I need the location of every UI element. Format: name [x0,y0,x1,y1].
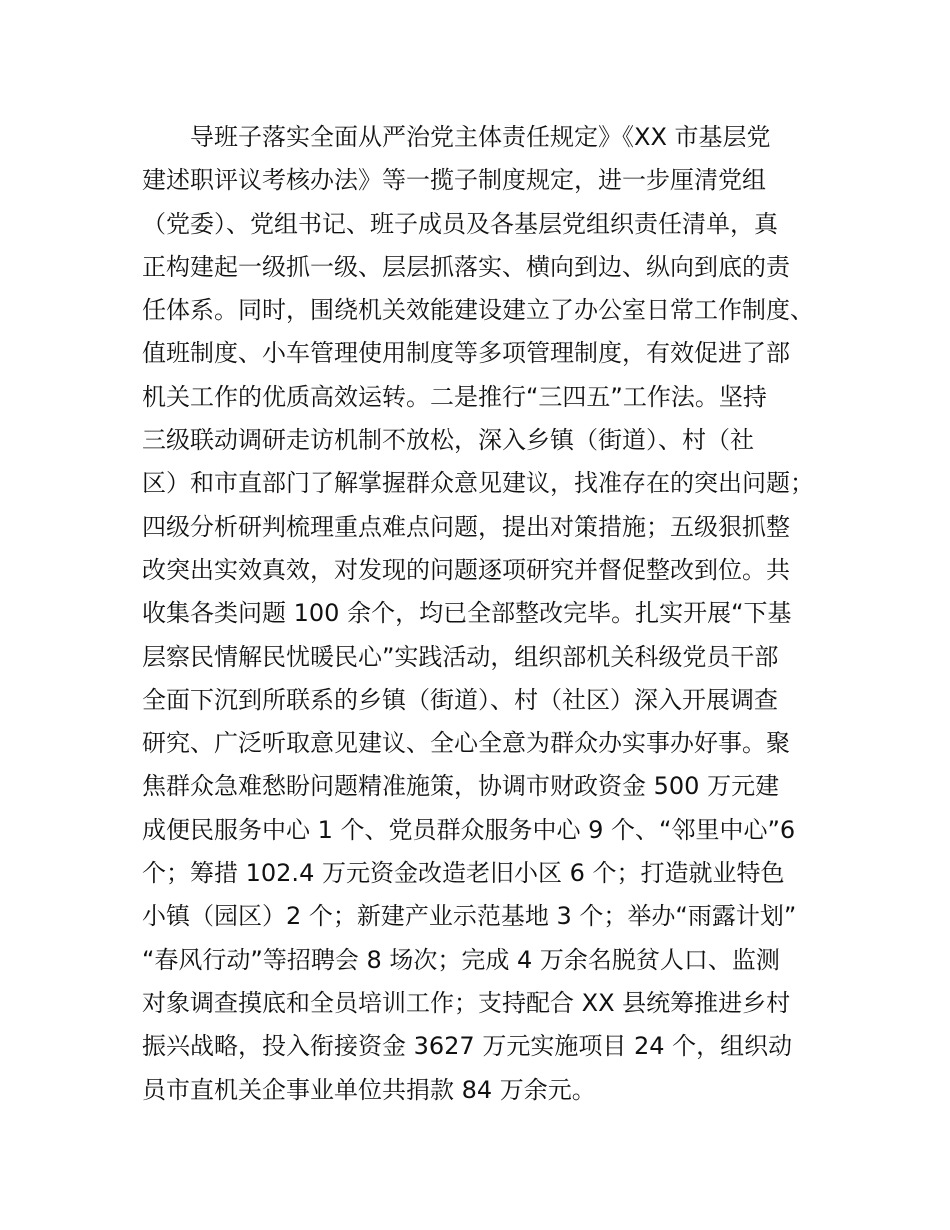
paragraph-line: 任体系。同时，围绕机关效能建设建立了办公室日常工作制度、 [142,296,814,325]
paragraph-line: 员市直机关企事业单位共捐款 84 万余元。 [142,1075,596,1104]
paragraph-line: 层察民情解民忧暖民心”实践活动，组织部机关科级党员干部 [142,642,779,671]
paragraph-line: 焦群众急难愁盼问题精准施策，协调市财政资金 500 万元建 [142,772,780,801]
paragraph-line: （党委）、党组书记、班子成员及各基层党组织责任清单，真 [142,209,778,238]
paragraph-line: 三级联动调研走访机制不放松，深入乡镇（街道）、村（社 [142,426,754,455]
paragraph-line: 正构建起一级抓一级、层层抓落实、横向到边、纵向到底的责 [142,252,790,281]
paragraph-line: 成便民服务中心 1 个、党员群众服务中心 9 个、“邻里中心”6 [142,815,796,844]
paragraph-line: “春风行动”等招聘会 8 场次；完成 4 万余名脱贫人口、监测 [142,945,780,974]
paragraph-line: 建述职评议考核办法》等一揽子制度规定，进一步厘清党组 [142,166,766,195]
paragraph-line: 值班制度、小车管理使用制度等多项管理制度，有效促进了部 [142,339,790,368]
paragraph-line: 小镇（园区）2 个；新建产业示范基地 3 个；举办“雨露计划” [142,902,797,931]
paragraph-line: 改突出实效真效，对发现的问题逐项研究并督促整改到位。共 [142,555,790,584]
paragraph-line: 机关工作的优质高效运转。二是推行“三四五”工作法。坚持 [142,382,767,411]
paragraph-line: 导班子落实全面从严治党主体责任规定》《XX 市基层党 [190,123,771,151]
paragraph-line: 收集各类问题 100 余个，均已全部整改完毕。扎实开展“下基 [142,599,792,628]
paragraph-line: 研究、广泛听取意见建议、全心全意为群众办实事办好事。聚 [142,729,790,758]
paragraph-line: 振兴战略，投入衔接资金 3627 万元实施项目 24 个，组织动 [142,1032,793,1061]
body-paragraph [142,116,842,1112]
paragraph-line: 对象调查摸底和全员培训工作；支持配合 XX 县统筹推进乡村 [142,988,791,1017]
paragraph-line: 四级分析研判梳理重点难点问题，提出对策措施；五级狠抓整 [142,512,790,541]
paragraph-line: 区）和市直部门了解掌握群众意见建议，找准存在的突出问题； [142,469,814,498]
paragraph-line: 个；筹措 102.4 万元资金改造老旧小区 6 个；打造就业特色 [142,859,785,888]
paragraph-line: 全面下沉到所联系的乡镇（街道）、村（社区）深入开展调查 [142,685,778,714]
